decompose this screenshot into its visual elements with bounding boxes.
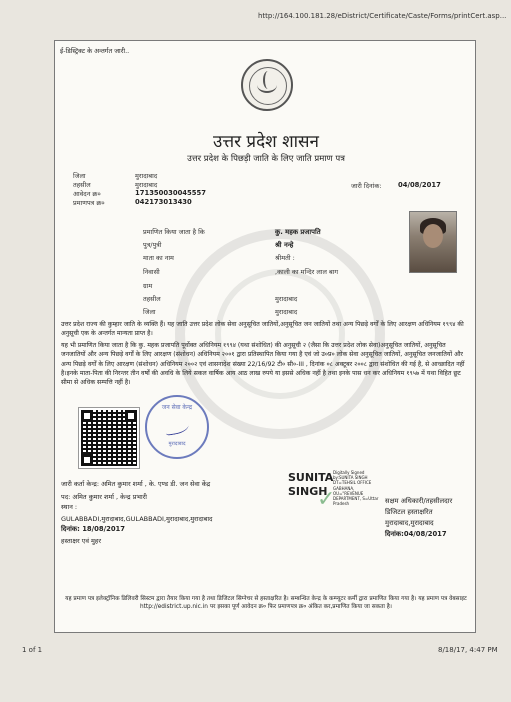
certificate-title: उत्तर प्रदेश शासन	[213, 132, 319, 152]
father-name: श्री नन्हे	[275, 241, 294, 249]
footer-note: यह प्रमाण पत्र इलेक्ट्रॉनिक डिलिवरी सिस्टम द्वारा तैयार किया गया है तथा डिजिटल सिग्नेचर से हस्ताक्षरित है। सम्बन्धित केन्द्र के कम्प्यूटर कर्मी द्वारा प्रमाणित किया गया है। यह प्रमाण पत्र वेबसाइट http://edistrict.up.nic.in पर इसका पूर्ण आवेदन क्र० फिर प्रमाणपत्र क्र० अंकित कर,प्रमाणित किया जा सकता है।	[65, 596, 467, 611]
tehsil2-value: मुरादाबाद	[275, 295, 298, 303]
district-value: मुरादाबाद	[135, 172, 158, 180]
district-label: जिला	[73, 172, 86, 180]
post-label: पद: अमित कुमार शर्मा , केन्द्र प्रभारी	[61, 493, 147, 501]
authority-date: दिनांक:04/08/2017	[385, 530, 447, 538]
certificate-subtitle: उत्तर प्रदेश के पिछड़ी जाति के लिए जाति प्रमाण पत्र	[187, 154, 345, 164]
village-label: ग्राम	[143, 282, 153, 290]
residence-value: ,काली का मन्दिर लाल बाग	[275, 268, 339, 276]
applicant-name: कु. महक प्रजापति	[275, 228, 321, 236]
verified-check-icon: ✓	[317, 487, 336, 512]
qr-code-icon	[79, 408, 139, 468]
issue-date-label: जारी दिनांक:	[351, 182, 382, 190]
cert-number-label: प्रमाणपत्र क्र०	[73, 199, 105, 207]
print-page-number: 1 of 1	[22, 646, 43, 654]
up-emblem-icon	[241, 59, 293, 111]
signature-icon	[164, 419, 190, 436]
eligibility-paragraph: यह भी प्रमाणित किया जाता है कि कु. महक प्रजापति पूर्वोक्त अधिनियम १९९४ (यथा संशोधित) की अनुसूची २ (जैसा कि उत्तर प्रदेश लोक सेवा)अनुसूचित जातियों, अनुसूचित जनजातियों और अन्य पिछड़े वर्गों के लिए आरक्षण (संशोधन) अधिनियम २००१ द्वारा प्रतिस्थापित किया गया है एवं जो उ०प्र० लोक सेवा अनुसूचित जातियों, अनुसूचित जनजातियों और अन्य पिछड़े वर्गों के लिए आरक्षण (संशोधन) अधिनियम २००२ एवं शासनादेश संख्या 22/16/92 टी० सी०-III , दिनांक ०८ अक्टूबर २००८ द्वारा संशोधित की गई है, से आच्छादित नहीं है।इनके माता-पिता की निरन्तर तीन वर्षों की अवधि के लिये सकल वार्षिक आय आठ लाख रुपये या इससे अधिक नहीं है तथा इनके पास धन कर अधिनियम १९५७ में यथा विहित छूट सीमा से अधिक सम्पत्ति नहीं है।	[61, 342, 465, 387]
tehsil-value: मुरादाबाद	[135, 181, 158, 189]
mother-name: श्रीमती :	[275, 254, 295, 262]
issue-date: 04/08/2017	[398, 181, 441, 189]
print-timestamp: 8/18/17, 4:47 PM	[438, 646, 498, 654]
place-label: स्थान :	[61, 503, 78, 511]
residence-label: निवासी	[143, 268, 160, 276]
certify-label: प्रमाणित किया जाता है कि	[143, 228, 205, 236]
relation-label: पुत्र/पुत्री	[143, 241, 162, 249]
caste-paragraph: उत्तर प्रदेश राज्य की कुम्हार जाति के व्यक्ति हैं। यह जाति उत्तर प्रदेश लोक सेवा अनुसूचित जातियों,अनुसूचित जन जातियों तथा अन्य पिछड़े वर्गों के लिए आरक्षण अधिनियम १९९४ की अनुसूची एक के अन्तर्गत मान्यता प्राप्त है।	[61, 321, 464, 338]
sign-seal-label: हस्ताक्षर एवं मुहर	[61, 537, 102, 545]
mother-label: माता का नाम	[143, 254, 174, 262]
place-value: GULABBADI,मुरादाबाद,GULABBADI,मुरादाबाद,मुरादाबाद	[61, 515, 213, 523]
authority-place: मुरादाबाद,मुरादाबाद	[385, 519, 434, 527]
tehsil-label: तहसील	[73, 181, 91, 189]
csc-date: दिनांक: 18/08/2017	[61, 525, 126, 533]
district2-value: मुरादाबाद	[275, 308, 298, 316]
csc-seal-stamp: जन सेवा केन्द्र मुरादाबाद	[145, 395, 209, 459]
certificate	[54, 40, 476, 633]
print-url: http://164.100.181.28/eDistrict/Certificate/Caste/Forms/printCert.asp...	[258, 12, 507, 20]
application-number: 171350030045557	[135, 189, 206, 197]
digital-signature-details: Digitally Signed by:SUNITA SINGH DT=TEHSIL OFFICE GABHANA, OU="REVENUE DEPARTMENT, S=Uttar Pradesh	[333, 470, 379, 507]
cert-number: 042173013430	[135, 198, 192, 206]
tehsil2-label: तहसील	[143, 295, 161, 303]
applicant-photo	[409, 211, 457, 273]
signer-name: SUNITA SINGH	[288, 471, 334, 498]
edistrict-note: ई-डिस्ट्रिक्ट के अन्तर्गत जारी..	[60, 47, 130, 55]
digital-signed-label: डिजिटल हस्ताक्षरित	[385, 508, 433, 516]
district2-label: जिला	[143, 308, 156, 316]
application-label: आवेदन क्र०	[73, 190, 101, 198]
csc-label: जारी कर्ता केन्द्र: अमित कुमार शर्मा , के. एण्ड डी. जन सेवा केंद्र	[61, 480, 211, 488]
authority-title: सक्षम अधिकारी/तहसीलदार	[385, 497, 453, 505]
